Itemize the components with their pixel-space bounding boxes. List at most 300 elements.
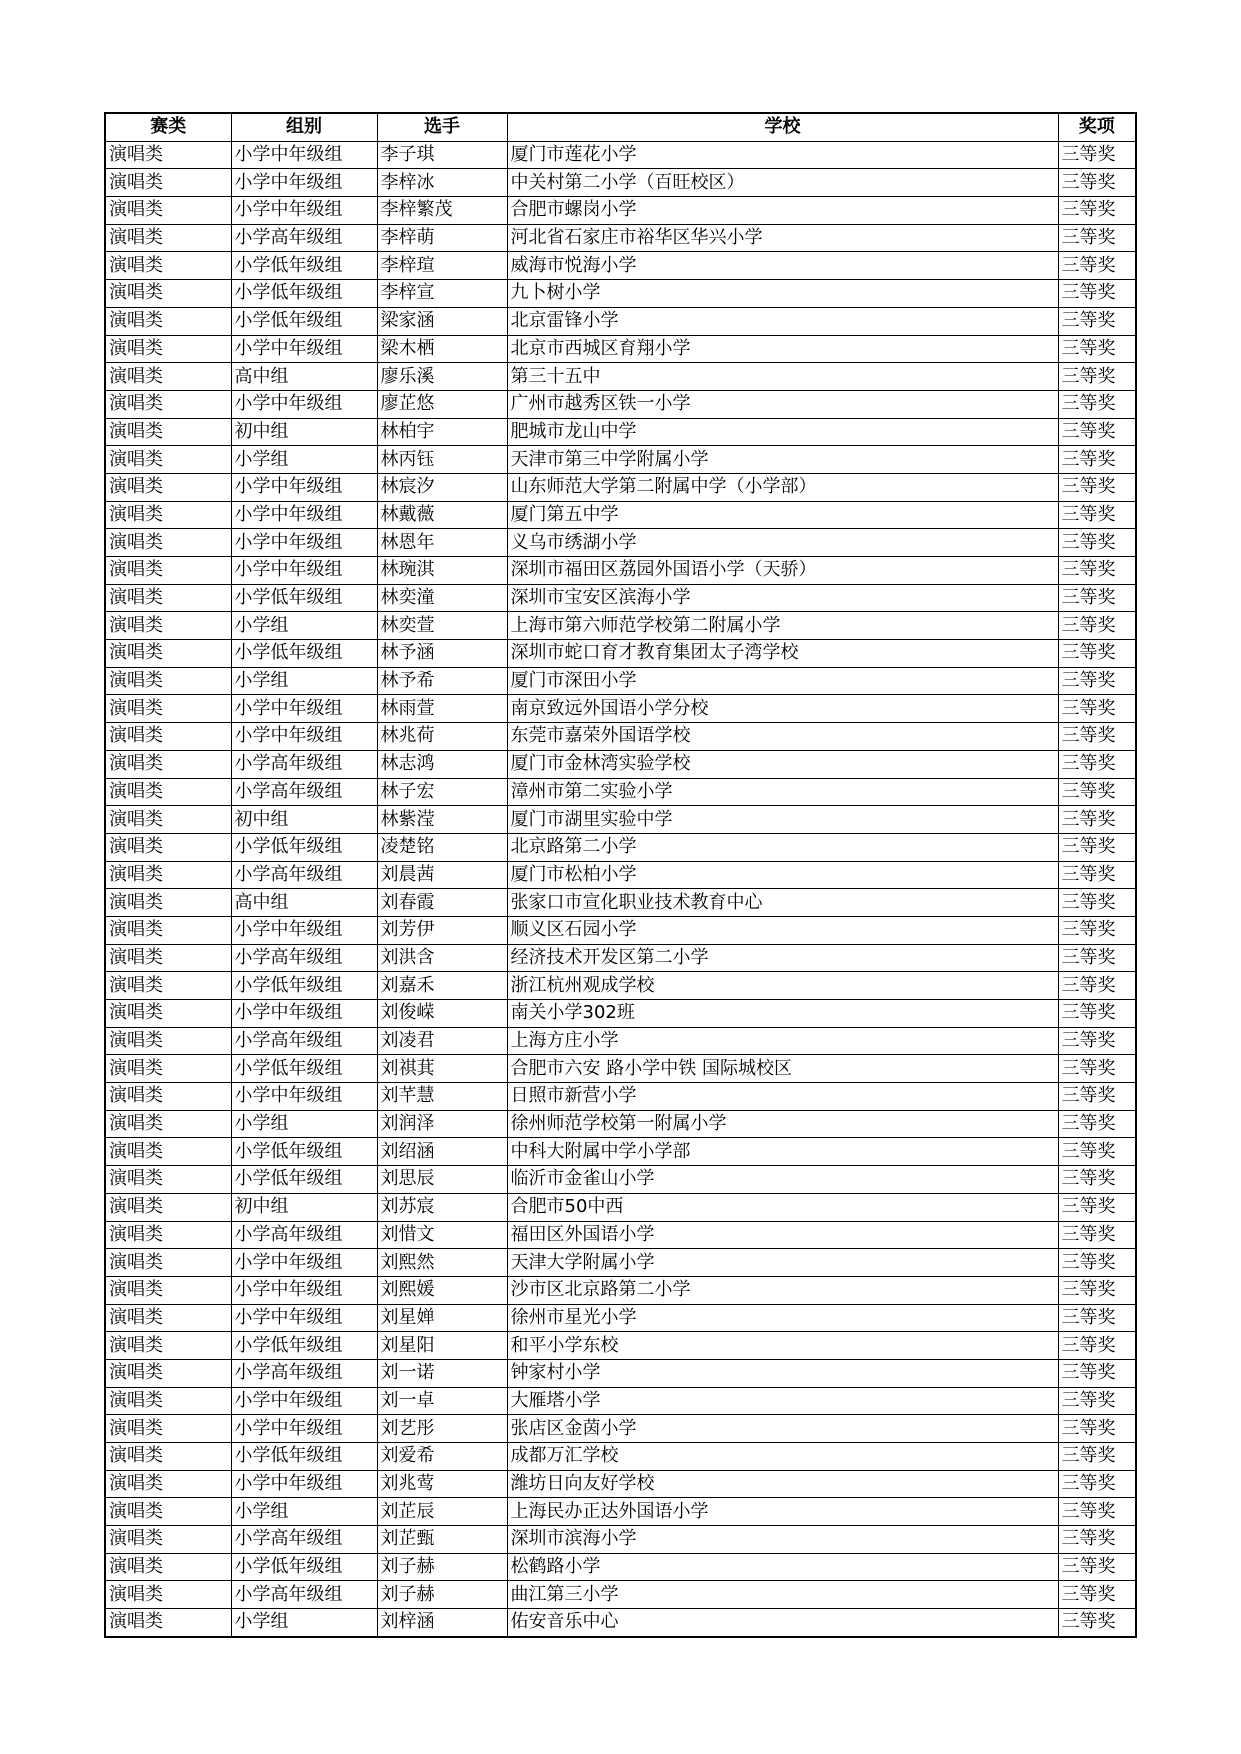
award-cell: 三等奖 — [1058, 1415, 1136, 1443]
school-cell: 张店区金茵小学 — [507, 1415, 1058, 1443]
award-cell: 三等奖 — [1058, 1526, 1136, 1554]
category-cell: 演唱类 — [105, 224, 231, 252]
award-cell: 三等奖 — [1058, 916, 1136, 944]
table-row — [105, 307, 1136, 335]
group-cell: 小学中年级组 — [231, 473, 377, 501]
group-cell: 小学中年级组 — [231, 335, 377, 363]
school-cell: 中科大附属中学小学部 — [507, 1138, 1058, 1166]
contestant-cell: 李子琪 — [377, 141, 507, 169]
category-cell: 演唱类 — [105, 889, 231, 917]
award-cell: 三等奖 — [1058, 723, 1136, 751]
award-cell: 三等奖 — [1058, 1553, 1136, 1581]
contestant-cell: 刘芷甄 — [377, 1526, 507, 1554]
category-cell: 演唱类 — [105, 141, 231, 169]
category-cell: 演唱类 — [105, 612, 231, 640]
contestant-cell: 刘梓涵 — [377, 1609, 507, 1637]
category-cell: 演唱类 — [105, 1083, 231, 1111]
award-cell: 三等奖 — [1058, 1332, 1136, 1360]
group-cell: 高中组 — [231, 889, 377, 917]
award-cell: 三等奖 — [1058, 169, 1136, 197]
category-cell: 演唱类 — [105, 1470, 231, 1498]
group-cell: 小学中年级组 — [231, 723, 377, 751]
group-cell: 小学高年级组 — [231, 861, 377, 889]
school-cell: 合肥市六安 路小学中铁 国际城校区 — [507, 1055, 1058, 1083]
school-cell: 深圳市蛇口育才教育集团太子湾学校 — [507, 640, 1058, 668]
group-cell: 小学中年级组 — [231, 197, 377, 225]
category-cell: 演唱类 — [105, 1027, 231, 1055]
school-cell: 佑安音乐中心 — [507, 1609, 1058, 1637]
contestant-cell: 刘子赫 — [377, 1553, 507, 1581]
award-cell: 三等奖 — [1058, 501, 1136, 529]
contestant-cell: 林紫滢 — [377, 806, 507, 834]
category-cell: 演唱类 — [105, 833, 231, 861]
group-cell: 小学低年级组 — [231, 1138, 377, 1166]
award-cell: 三等奖 — [1058, 640, 1136, 668]
award-cell: 三等奖 — [1058, 1387, 1136, 1415]
category-cell: 演唱类 — [105, 1055, 231, 1083]
award-list-sheet — [104, 112, 1135, 1638]
group-cell: 小学中年级组 — [231, 1276, 377, 1304]
award-cell: 三等奖 — [1058, 1249, 1136, 1277]
school-cell: 日照市新营小学 — [507, 1083, 1058, 1111]
category-cell: 演唱类 — [105, 695, 231, 723]
table-row — [105, 1027, 1136, 1055]
school-cell: 潍坊日向友好学校 — [507, 1470, 1058, 1498]
table-row — [105, 1110, 1136, 1138]
award-cell: 三等奖 — [1058, 778, 1136, 806]
group-cell: 小学高年级组 — [231, 1581, 377, 1609]
group-cell: 小学组 — [231, 612, 377, 640]
category-cell: 演唱类 — [105, 197, 231, 225]
group-cell: 小学低年级组 — [231, 280, 377, 308]
group-cell: 小学高年级组 — [231, 944, 377, 972]
contestant-cell: 林丙钰 — [377, 446, 507, 474]
table-row — [105, 723, 1136, 751]
category-cell: 演唱类 — [105, 723, 231, 751]
contestant-cell: 刘一卓 — [377, 1387, 507, 1415]
group-cell: 高中组 — [231, 363, 377, 391]
school-cell: 深圳市宝安区滨海小学 — [507, 584, 1058, 612]
school-cell: 漳州市第二实验小学 — [507, 778, 1058, 806]
category-cell: 演唱类 — [105, 446, 231, 474]
group-cell: 小学高年级组 — [231, 1027, 377, 1055]
school-cell: 福田区外国语小学 — [507, 1221, 1058, 1249]
award-cell: 三等奖 — [1058, 1138, 1136, 1166]
group-cell: 小学中年级组 — [231, 1415, 377, 1443]
table-row — [105, 1581, 1136, 1609]
category-cell: 演唱类 — [105, 1387, 231, 1415]
contestant-cell: 林雨萱 — [377, 695, 507, 723]
group-cell: 小学组 — [231, 446, 377, 474]
group-cell: 小学高年级组 — [231, 1221, 377, 1249]
contestant-cell: 李梓繁茂 — [377, 197, 507, 225]
table-row — [105, 750, 1136, 778]
group-cell: 小学低年级组 — [231, 307, 377, 335]
contestant-cell: 廖乐溪 — [377, 363, 507, 391]
table-row — [105, 557, 1136, 585]
category-cell: 演唱类 — [105, 169, 231, 197]
award-cell: 三等奖 — [1058, 1609, 1136, 1637]
table-row — [105, 1138, 1136, 1166]
table-row — [105, 252, 1136, 280]
school-cell: 南京致远外国语小学分校 — [507, 695, 1058, 723]
group-cell: 小学低年级组 — [231, 1332, 377, 1360]
school-cell: 上海民办正达外国语小学 — [507, 1498, 1058, 1526]
group-cell: 小学中年级组 — [231, 916, 377, 944]
group-cell: 初中组 — [231, 806, 377, 834]
group-cell: 小学高年级组 — [231, 224, 377, 252]
award-cell: 三等奖 — [1058, 1498, 1136, 1526]
category-cell: 演唱类 — [105, 1000, 231, 1028]
table-row — [105, 197, 1136, 225]
group-cell: 小学低年级组 — [231, 833, 377, 861]
school-cell: 威海市悦海小学 — [507, 252, 1058, 280]
group-cell: 小学低年级组 — [231, 584, 377, 612]
school-cell: 厦门市深田小学 — [507, 667, 1058, 695]
school-cell: 河北省石家庄市裕华区华兴小学 — [507, 224, 1058, 252]
award-cell: 三等奖 — [1058, 473, 1136, 501]
award-cell: 三等奖 — [1058, 335, 1136, 363]
school-cell: 经济技术开发区第二小学 — [507, 944, 1058, 972]
school-cell: 天津市第三中学附属小学 — [507, 446, 1058, 474]
school-cell: 张家口市宣化职业技术教育中心 — [507, 889, 1058, 917]
contestant-cell: 林奕萱 — [377, 612, 507, 640]
contestant-cell: 林奕潼 — [377, 584, 507, 612]
table-row — [105, 280, 1136, 308]
category-cell: 演唱类 — [105, 806, 231, 834]
award-cell: 三等奖 — [1058, 1110, 1136, 1138]
school-cell: 第三十五中 — [507, 363, 1058, 391]
group-cell: 小学低年级组 — [231, 972, 377, 1000]
contestant-cell: 刘春霞 — [377, 889, 507, 917]
table-row — [105, 169, 1136, 197]
award-cell: 三等奖 — [1058, 612, 1136, 640]
group-cell: 小学高年级组 — [231, 1526, 377, 1554]
table-row — [105, 612, 1136, 640]
award-cell: 三等奖 — [1058, 557, 1136, 585]
table-row — [105, 1443, 1136, 1471]
category-cell: 演唱类 — [105, 473, 231, 501]
group-cell: 小学组 — [231, 667, 377, 695]
award-cell: 三等奖 — [1058, 695, 1136, 723]
category-cell: 演唱类 — [105, 1332, 231, 1360]
school-cell: 山东师范大学第二附属中学（小学部） — [507, 473, 1058, 501]
category-cell: 演唱类 — [105, 1221, 231, 1249]
award-cell: 三等奖 — [1058, 363, 1136, 391]
award-cell: 三等奖 — [1058, 972, 1136, 1000]
table-row — [105, 390, 1136, 418]
group-cell: 小学中年级组 — [231, 557, 377, 585]
school-cell: 天津大学附属小学 — [507, 1249, 1058, 1277]
school-cell: 松鹤路小学 — [507, 1553, 1058, 1581]
award-table — [104, 112, 1137, 1638]
category-cell: 演唱类 — [105, 1276, 231, 1304]
category-cell: 演唱类 — [105, 1166, 231, 1194]
school-cell: 广州市越秀区铁一小学 — [507, 390, 1058, 418]
contestant-cell: 刘嘉禾 — [377, 972, 507, 1000]
group-cell: 初中组 — [231, 418, 377, 446]
category-cell: 演唱类 — [105, 501, 231, 529]
contestant-cell: 李梓宣 — [377, 280, 507, 308]
contestant-cell: 李梓冰 — [377, 169, 507, 197]
table-row — [105, 141, 1136, 169]
award-cell: 三等奖 — [1058, 1359, 1136, 1387]
contestant-cell: 林志鸿 — [377, 750, 507, 778]
table-row — [105, 833, 1136, 861]
category-cell: 演唱类 — [105, 1609, 231, 1637]
school-cell: 中关村第二小学（百旺校区） — [507, 169, 1058, 197]
category-cell: 演唱类 — [105, 252, 231, 280]
contestant-cell: 林戴薇 — [377, 501, 507, 529]
category-cell: 演唱类 — [105, 1304, 231, 1332]
group-cell: 小学低年级组 — [231, 1055, 377, 1083]
group-cell: 小学中年级组 — [231, 1083, 377, 1111]
contestant-cell: 刘绍涵 — [377, 1138, 507, 1166]
school-cell: 顺义区石园小学 — [507, 916, 1058, 944]
category-cell: 演唱类 — [105, 307, 231, 335]
school-cell: 义乌市绣湖小学 — [507, 529, 1058, 557]
school-cell: 厦门市金林湾实验学校 — [507, 750, 1058, 778]
table-row — [105, 418, 1136, 446]
award-cell: 三等奖 — [1058, 280, 1136, 308]
school-cell: 徐州市星光小学 — [507, 1304, 1058, 1332]
contestant-cell: 刘艺彤 — [377, 1415, 507, 1443]
table-row — [105, 1000, 1136, 1028]
contestant-cell: 李梓瑄 — [377, 252, 507, 280]
contestant-cell: 刘熙然 — [377, 1249, 507, 1277]
award-cell: 三等奖 — [1058, 1276, 1136, 1304]
group-cell: 小学中年级组 — [231, 695, 377, 723]
table-row — [105, 1387, 1136, 1415]
school-cell: 北京市西城区育翔小学 — [507, 335, 1058, 363]
category-cell: 演唱类 — [105, 944, 231, 972]
school-cell: 大雁塔小学 — [507, 1387, 1058, 1415]
award-cell: 三等奖 — [1058, 1470, 1136, 1498]
contestant-cell: 刘芳伊 — [377, 916, 507, 944]
contestant-cell: 林兆荷 — [377, 723, 507, 751]
award-cell: 三等奖 — [1058, 944, 1136, 972]
table-row — [105, 1166, 1136, 1194]
category-cell: 演唱类 — [105, 363, 231, 391]
award-cell: 三等奖 — [1058, 418, 1136, 446]
award-cell: 三等奖 — [1058, 806, 1136, 834]
contestant-cell: 刘星婵 — [377, 1304, 507, 1332]
category-cell: 演唱类 — [105, 861, 231, 889]
award-cell: 三等奖 — [1058, 584, 1136, 612]
category-cell: 演唱类 — [105, 916, 231, 944]
table-row — [105, 1526, 1136, 1554]
award-cell: 三等奖 — [1058, 197, 1136, 225]
group-cell: 小学高年级组 — [231, 778, 377, 806]
category-cell: 演唱类 — [105, 972, 231, 1000]
school-cell: 厦门市湖里实验中学 — [507, 806, 1058, 834]
table-row — [105, 1553, 1136, 1581]
award-cell: 三等奖 — [1058, 1055, 1136, 1083]
table-row — [105, 1359, 1136, 1387]
category-cell: 演唱类 — [105, 1498, 231, 1526]
category-cell: 演唱类 — [105, 1193, 231, 1221]
table-row — [105, 1249, 1136, 1277]
school-cell: 南关小学302班 — [507, 1000, 1058, 1028]
school-cell: 肥城市龙山中学 — [507, 418, 1058, 446]
table-row — [105, 695, 1136, 723]
category-cell: 演唱类 — [105, 750, 231, 778]
contestant-cell: 廖芷悠 — [377, 390, 507, 418]
group-cell: 小学高年级组 — [231, 1359, 377, 1387]
contestant-cell: 刘祺萁 — [377, 1055, 507, 1083]
award-cell: 三等奖 — [1058, 390, 1136, 418]
group-cell: 小学中年级组 — [231, 390, 377, 418]
school-cell: 厦门市松柏小学 — [507, 861, 1058, 889]
award-cell: 三等奖 — [1058, 667, 1136, 695]
header-category: 赛类 — [105, 113, 231, 141]
award-cell: 三等奖 — [1058, 1221, 1136, 1249]
school-cell: 曲江第三小学 — [507, 1581, 1058, 1609]
group-cell: 小学中年级组 — [231, 529, 377, 557]
contestant-cell: 刘兆莺 — [377, 1470, 507, 1498]
school-cell: 沙市区北京路第二小学 — [507, 1276, 1058, 1304]
group-cell: 小学组 — [231, 1110, 377, 1138]
category-cell: 演唱类 — [105, 1581, 231, 1609]
contestant-cell: 梁木栖 — [377, 335, 507, 363]
group-cell: 小学高年级组 — [231, 750, 377, 778]
group-cell: 小学中年级组 — [231, 1000, 377, 1028]
school-cell: 厦门市莲花小学 — [507, 141, 1058, 169]
contestant-cell: 林琬淇 — [377, 557, 507, 585]
category-cell: 演唱类 — [105, 557, 231, 585]
table-row — [105, 1609, 1136, 1637]
table-body — [105, 141, 1136, 1637]
category-cell: 演唱类 — [105, 1553, 231, 1581]
table-row — [105, 473, 1136, 501]
header-row — [105, 113, 1136, 141]
table-row — [105, 1193, 1136, 1221]
school-cell: 临沂市金雀山小学 — [507, 1166, 1058, 1194]
table-row — [105, 335, 1136, 363]
category-cell: 演唱类 — [105, 335, 231, 363]
school-cell: 合肥市50中西 — [507, 1193, 1058, 1221]
school-cell: 合肥市螺岗小学 — [507, 197, 1058, 225]
school-cell: 上海市第六师范学校第二附属小学 — [507, 612, 1058, 640]
category-cell: 演唱类 — [105, 778, 231, 806]
table-row — [105, 1332, 1136, 1360]
school-cell: 钟家村小学 — [507, 1359, 1058, 1387]
school-cell: 东莞市嘉荣外国语学校 — [507, 723, 1058, 751]
category-cell: 演唱类 — [105, 529, 231, 557]
group-cell: 小学低年级组 — [231, 640, 377, 668]
table-row — [105, 916, 1136, 944]
award-cell: 三等奖 — [1058, 307, 1136, 335]
table-row — [105, 1415, 1136, 1443]
table-row — [105, 1221, 1136, 1249]
contestant-cell: 林予希 — [377, 667, 507, 695]
school-cell: 深圳市福田区荔园外国语小学（天骄） — [507, 557, 1058, 585]
category-cell: 演唱类 — [105, 1415, 231, 1443]
contestant-cell: 刘思辰 — [377, 1166, 507, 1194]
table-row — [105, 501, 1136, 529]
table-row — [105, 806, 1136, 834]
table-row — [105, 1055, 1136, 1083]
contestant-cell: 林恩年 — [377, 529, 507, 557]
group-cell: 小学低年级组 — [231, 1166, 377, 1194]
category-cell: 演唱类 — [105, 667, 231, 695]
contestant-cell: 刘子赫 — [377, 1581, 507, 1609]
school-cell: 和平小学东校 — [507, 1332, 1058, 1360]
contestant-cell: 刘爱希 — [377, 1443, 507, 1471]
award-cell: 三等奖 — [1058, 833, 1136, 861]
table-row — [105, 446, 1136, 474]
contestant-cell: 刘熙媛 — [377, 1276, 507, 1304]
table-row — [105, 861, 1136, 889]
school-cell: 上海方庄小学 — [507, 1027, 1058, 1055]
award-cell: 三等奖 — [1058, 1304, 1136, 1332]
award-cell: 三等奖 — [1058, 1581, 1136, 1609]
contestant-cell: 林柏宇 — [377, 418, 507, 446]
contestant-cell: 林予涵 — [377, 640, 507, 668]
group-cell: 小学低年级组 — [231, 1553, 377, 1581]
contestant-cell: 刘凌君 — [377, 1027, 507, 1055]
table-row — [105, 1498, 1136, 1526]
award-cell: 三等奖 — [1058, 446, 1136, 474]
award-cell: 三等奖 — [1058, 1443, 1136, 1471]
award-cell: 三等奖 — [1058, 1193, 1136, 1221]
category-cell: 演唱类 — [105, 584, 231, 612]
school-cell: 深圳市滨海小学 — [507, 1526, 1058, 1554]
category-cell: 演唱类 — [105, 640, 231, 668]
group-cell: 初中组 — [231, 1193, 377, 1221]
table-row — [105, 1276, 1136, 1304]
table-row — [105, 778, 1136, 806]
table-row — [105, 972, 1136, 1000]
group-cell: 小学中年级组 — [231, 1304, 377, 1332]
category-cell: 演唱类 — [105, 1359, 231, 1387]
table-row — [105, 529, 1136, 557]
group-cell: 小学组 — [231, 1498, 377, 1526]
table-row — [105, 944, 1136, 972]
group-cell: 小学低年级组 — [231, 1443, 377, 1471]
group-cell: 小学中年级组 — [231, 169, 377, 197]
award-cell: 三等奖 — [1058, 1000, 1136, 1028]
contestant-cell: 凌楚铭 — [377, 833, 507, 861]
category-cell: 演唱类 — [105, 1443, 231, 1471]
award-cell: 三等奖 — [1058, 750, 1136, 778]
contestant-cell: 李梓萌 — [377, 224, 507, 252]
table-row — [105, 584, 1136, 612]
category-cell: 演唱类 — [105, 1249, 231, 1277]
contestant-cell: 刘苏宸 — [377, 1193, 507, 1221]
school-cell: 九卜树小学 — [507, 280, 1058, 308]
group-cell: 小学中年级组 — [231, 501, 377, 529]
header-contestant: 选手 — [377, 113, 507, 141]
award-cell: 三等奖 — [1058, 252, 1136, 280]
contestant-cell: 刘芊慧 — [377, 1083, 507, 1111]
contestant-cell: 刘芷辰 — [377, 1498, 507, 1526]
award-cell: 三等奖 — [1058, 889, 1136, 917]
table-row — [105, 640, 1136, 668]
school-cell: 浙江杭州观成学校 — [507, 972, 1058, 1000]
category-cell: 演唱类 — [105, 1526, 231, 1554]
school-cell: 成都万汇学校 — [507, 1443, 1058, 1471]
header-group: 组别 — [231, 113, 377, 141]
group-cell: 小学中年级组 — [231, 1387, 377, 1415]
school-cell: 徐州师范学校第一附属小学 — [507, 1110, 1058, 1138]
category-cell: 演唱类 — [105, 390, 231, 418]
contestant-cell: 林子宏 — [377, 778, 507, 806]
group-cell: 小学低年级组 — [231, 252, 377, 280]
group-cell: 小学中年级组 — [231, 1249, 377, 1277]
table-row — [105, 363, 1136, 391]
contestant-cell: 刘星阳 — [377, 1332, 507, 1360]
